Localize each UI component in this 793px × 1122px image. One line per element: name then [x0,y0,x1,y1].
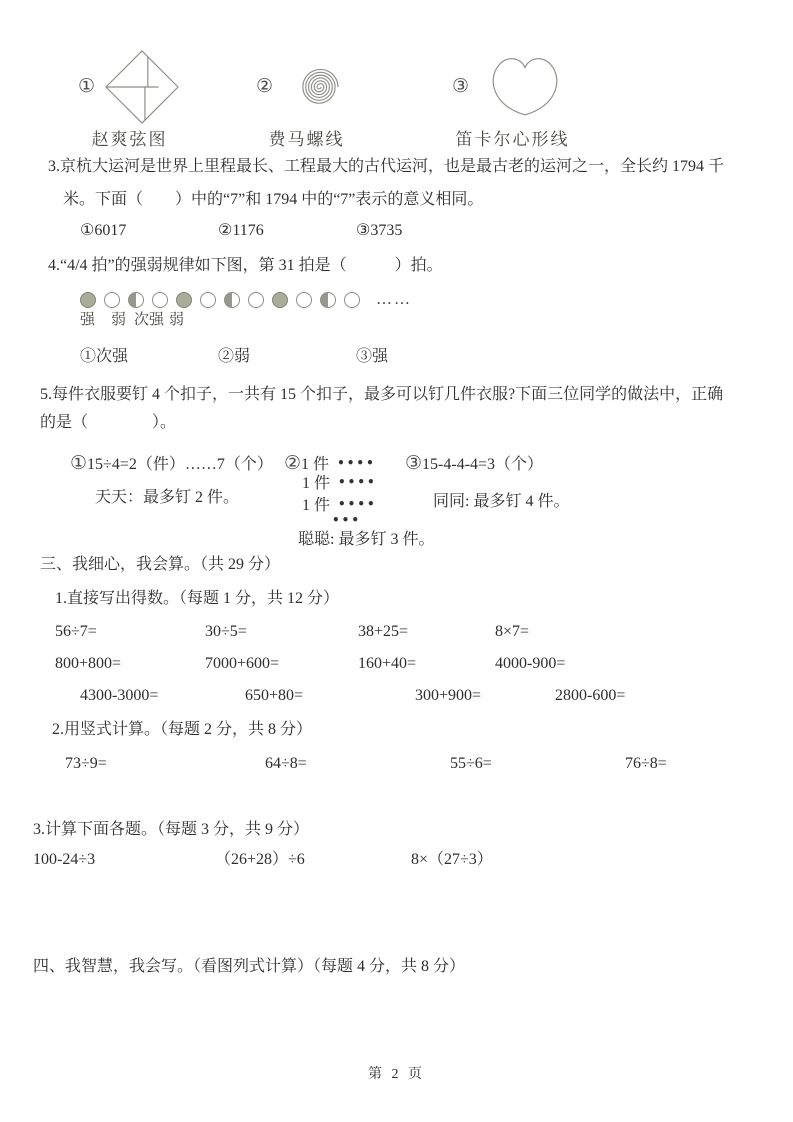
button-dots: •••• [337,456,376,470]
q3-option: ①6017 [80,222,127,239]
section4-title: 四、我智慧，我会写。（看图列式计算）（每题 4 分，共 8 分） [33,958,466,975]
oral-calc-problem: 56÷7= [55,623,97,640]
beat-ellipsis: …… [376,291,412,308]
q5-method-2-answer: 聪聪: 最多钉 3 件。 [298,531,435,548]
button-dots: •••• [338,497,377,511]
oral-calc-problem: 4000-900= [495,655,566,672]
figure-fermat-spiral [256,48,357,152]
q5-method-2-extra-dots [332,513,434,528]
section3-sub1-title: 1.直接写出得数。（每题 1 分，共 12 分） [55,590,340,607]
mixed-calc-problem: 100-24÷3 [33,851,96,868]
q3-options [80,220,402,242]
q5-line1: 5.每件衣服要钉 4 个扣子，一共有 15 个扣子，最多可以钉几件衣服?下面三位同学的做法中，正确 [40,386,724,403]
q4-options [80,346,388,368]
oral-calc-problem: 4300-3000= [80,687,159,704]
figure-zhao-shuang [78,48,181,152]
oral-calc-problem: 300+900= [415,687,482,704]
beat-circle-half [224,292,240,308]
q4-option: ③强 [356,348,389,365]
vertical-calc-row [65,753,667,775]
beat-label: 次强 [134,312,165,328]
beat-circle-weak [152,292,168,308]
oral-calc-problem: 30÷5= [205,623,247,640]
q5-method-1 [70,452,273,508]
section3-title: 三、我细心，我会算。（共 29 分） [40,556,281,573]
oral-calc-problem: 650+80= [245,687,304,704]
beat-label: 弱 [169,312,185,328]
figure-number: ③ [452,76,470,98]
beat-circle-weak [344,292,360,308]
row-label: 1 件 [302,475,331,492]
oral-calc-problem: 800+800= [55,655,122,672]
beat-labels [80,310,184,330]
beat-circle-weak [104,292,120,308]
beat-circle-weak [248,292,264,308]
page-number: 第 2 页 [368,1067,425,1082]
beat-circle-weak [200,292,216,308]
mixed-calc-row [33,849,493,871]
vertical-calc-problem: 64÷8= [265,755,307,772]
vertical-calc-problem: 76÷8= [625,755,667,772]
fermat-spiral-icon [281,48,357,126]
q5-line2: 的是（ ）。 [40,414,177,431]
vertical-calc-problem: 73÷9= [65,755,107,772]
method-number: ② [284,453,302,474]
beat-row [80,289,412,311]
beat-circle-strong [80,292,96,308]
method-number: ① [70,453,88,474]
formula-text: 15-4-4-4=3（个） [422,456,544,473]
mixed-calc-problem: （26+28）÷6 [215,851,305,868]
beat-circles [80,292,360,308]
oral-calc-problem: 160+40= [358,655,417,672]
beat-label: 弱 [111,312,127,328]
beat-circle-half [128,292,144,308]
figure-number: ② [256,76,274,98]
vertical-calc-problem: 55÷6= [450,755,492,772]
q3-option: ②1176 [218,222,264,239]
q5-method-3-answer: 同同: 最多钉 4 件。 [433,492,570,510]
q5-method-1-formula [70,452,273,477]
figure-label: 笛卡尔心形线 [455,130,570,149]
q3-line2: 米。下面（ ）中的“7”和 1794 中的“7”表示的意义相同。 [63,191,484,208]
oral-calc-problem: 38+25= [358,623,409,640]
figure-label: 赵爽弦图 [91,130,168,149]
oral-calc-grid [55,621,625,717]
button-dots: ••• [332,513,362,527]
row-label: 1 件 [302,497,331,514]
q3-option: ③3735 [356,222,403,239]
beat-label: 强 [80,312,96,328]
q5-method-1-answer: 天天：最多钉 2 件。 [95,488,240,506]
q4-stem: 4.“4/4 拍”的强弱规律如下图，第 31 拍是（ ）拍。 [48,257,443,274]
beat-circle-strong [176,292,192,308]
q4-option: ②弱 [218,348,251,365]
cardioid-heart-icon [477,48,573,126]
figure-number: ① [78,76,96,98]
figure-label: 费马螺线 [268,130,345,149]
oral-calc-problem-row [55,621,625,653]
beat-circle-weak [296,292,312,308]
oral-calc-problem: 2800-600= [555,687,626,704]
oral-calc-problem-row [55,653,625,685]
mixed-calc-problem: 8×（27÷3） [411,851,493,868]
row-label: 1 件 [301,456,330,473]
method-number: ③ [405,453,423,474]
formula-text: 15÷4=2（件）……7（个） [87,456,273,473]
oral-calc-problem-row [55,685,625,717]
beat-circle-half [320,292,336,308]
section3-sub3-title: 3.计算下面各题。（每题 3 分，共 9 分） [33,821,310,838]
figure-cardioid [452,48,573,152]
zhao-shuang-diagram-icon [103,48,181,126]
oral-calc-problem: 8×7= [495,623,530,640]
q5-method-3-formula [405,452,569,477]
section3-sub2-title: 2.用竖式计算。（每题 2 分，共 8 分） [52,721,313,738]
q3-line1: 3.京杭大运河是世界上里程最长、工程最大的古代运河，也是最古老的运河之一，全长约 1794 千 [48,158,725,175]
beat-circle-strong [272,292,288,308]
button-dots: •••• [338,475,377,489]
q5-method-3 [405,452,569,512]
oral-calc-problem: 7000+600= [205,655,280,672]
q4-option: ①次强 [80,348,129,365]
